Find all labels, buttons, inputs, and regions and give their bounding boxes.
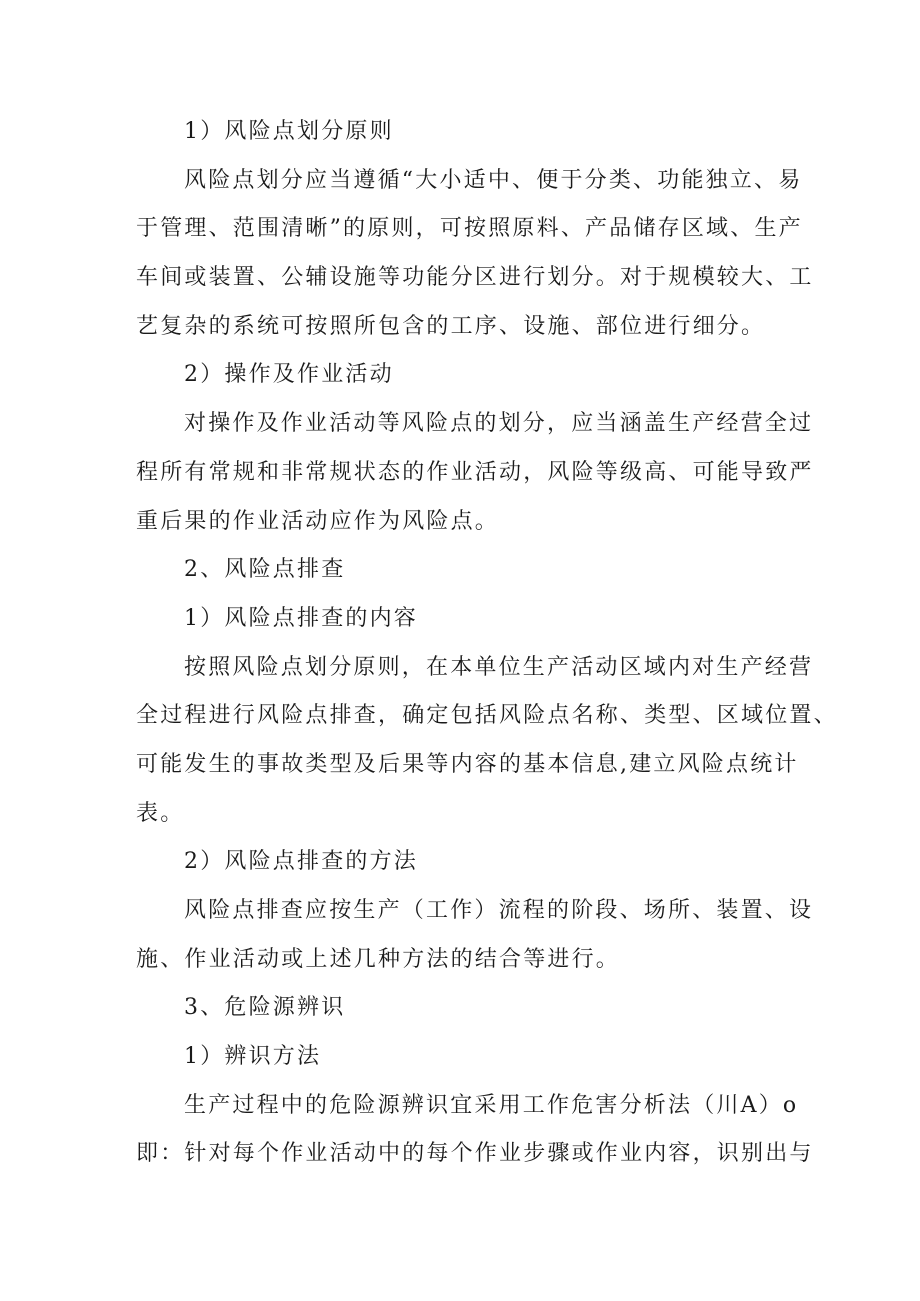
- paragraph-line: 可能发生的事故类型及后果等内容的基本信息,建立风险点统计: [136, 751, 799, 777]
- paragraph-line: 风险点排查应按生产（工作）流程的阶段、场所、装置、设: [184, 898, 814, 923]
- subheading-risk-point-division-principle: 1）风险点划分原则: [184, 119, 394, 144]
- subheading-survey-method: 2）风险点排查的方法: [184, 849, 418, 875]
- paragraph-line: 风险点划分应当遵循“大小适中、便于分类、功能独立、易: [184, 167, 803, 193]
- paragraph-line: 即：针对每个作业活动中的每个作业步骤或作业内容，识别出与: [136, 1141, 814, 1167]
- section-heading-risk-point-survey: 2、风险点排查: [184, 557, 346, 583]
- subheading-survey-content: 1）风险点排查的内容: [184, 605, 418, 631]
- paragraph-line: 按照风险点划分原则，在本单位生产活动区域内对生产经营: [184, 654, 814, 680]
- section-heading-hazard-identification: 3、危险源辨识: [184, 995, 346, 1021]
- paragraph-line: 重后果的作业活动应作为风险点。: [136, 508, 500, 534]
- subheading-operation-activities: 2）操作及作业活动: [184, 362, 394, 388]
- paragraph-line: 表。: [136, 800, 185, 826]
- paragraph-line: 对操作及作业活动等风险点的划分，应当涵盖生产经营全过: [184, 411, 814, 437]
- paragraph-line: 艺复杂的系统可按照所包含的工序、设施、部位进行细分。: [136, 313, 766, 339]
- paragraph-line: 于管理、范围清晰”的原则，可按照原料、产品储存区域、生产: [136, 216, 803, 242]
- document-page: [136, 108, 838, 1179]
- paragraph-line: 程所有常规和非常规状态的作业活动，风险等级高、可能导致严: [136, 459, 814, 485]
- paragraph-line: 车间或装置、公辅设施等功能分区进行划分。对于规模较大、工: [136, 265, 814, 291]
- paragraph-line: 全过程进行风险点排查，确定包括风险点名称、类型、区域位置、: [136, 703, 838, 729]
- paragraph-line: 施、作业活动或上述几种方法的结合等进行。: [136, 946, 621, 972]
- paragraph-line: 生产过程中的危险源辨识宜采用工作危害分析法（川A）o: [184, 1092, 799, 1118]
- subheading-identification-method: 1）辨识方法: [184, 1044, 322, 1070]
